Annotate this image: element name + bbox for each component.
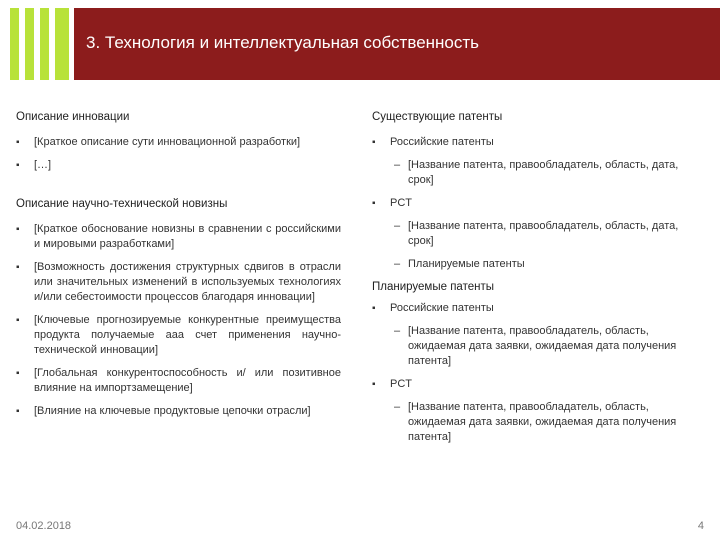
right-column [372,110,702,453]
patent-item-text: Планируемые патенты [408,258,525,270]
dash-marker: – [394,258,401,270]
patent-item [372,324,702,369]
list-item: ▪ [Краткое обоснование новизны в сравнении с российскими и мировыми разработками] [16,222,341,252]
page-number: 4 [697,520,704,532]
list-item: ▪ [Глобальная конкурентоспособность и/ или позитивное влияние на импортзамещение] [16,366,341,396]
patent-item [372,219,702,249]
patent-group-label: ▪ PCT [372,196,702,211]
novelty-heading: Описание научно-технической новизны [16,198,228,210]
patent-item-text: [Название патента, правообладатель, область, дата, срок] [408,159,679,186]
list-item: ▪ […] [16,158,341,173]
patent-item-text: [Название патента, правообладатель, область, ожидаемая дата заявки, ожидаемая дата получения патента] [408,401,677,443]
list-item: ▪ [Возможность достижения структурных сдвигов в отрасли или значительных изменений в используемых технологиях и/или себестоимости процессов благодаря инновации] [16,260,341,305]
dash-marker: – [394,220,401,232]
dash-marker: – [394,159,401,171]
left-column [16,110,341,427]
patent-item [372,257,702,272]
patent-item [372,400,702,445]
slide-date: 04.02.2018 [16,520,72,532]
planned-patents-heading: Планируемые патенты [372,281,494,293]
innovation-heading: Описание инновации [16,111,130,123]
list-item: ▪ [Краткое описание сути инновационной разработки] [16,135,341,150]
patent-group-label: ▪ PCT [372,377,702,392]
accent-stripe [10,8,19,80]
patent-item-text: [Название патента, правообладатель, область, дата, срок] [408,220,679,247]
dash-marker: – [394,325,401,337]
slide-title: 3. Технология и интеллектуальная собственность [86,33,480,52]
accent-stripe [25,8,34,80]
patent-item-text: [Название патента, правообладатель, область, ожидаемая дата заявки, ожидаемая дата получения патента] [408,325,677,367]
existing-patents-heading: Существующие патенты [372,111,503,123]
patent-item [372,158,702,188]
slide-header [0,0,720,88]
list-item: ▪ [Влияние на ключевые продуктовые цепочки отрасли] [16,404,341,419]
accent-stripe [55,8,69,80]
patent-group-label: ▪ Российские патенты [372,135,702,150]
patent-group-label: ▪ Российские патенты [372,301,702,316]
list-item: ▪ [Ключевые прогнозируемые конкурентные преимущества продукта получаемые ааа счет применения научно-технической инновации] [16,313,341,358]
accent-stripe [40,8,49,80]
dash-marker: – [394,401,401,413]
